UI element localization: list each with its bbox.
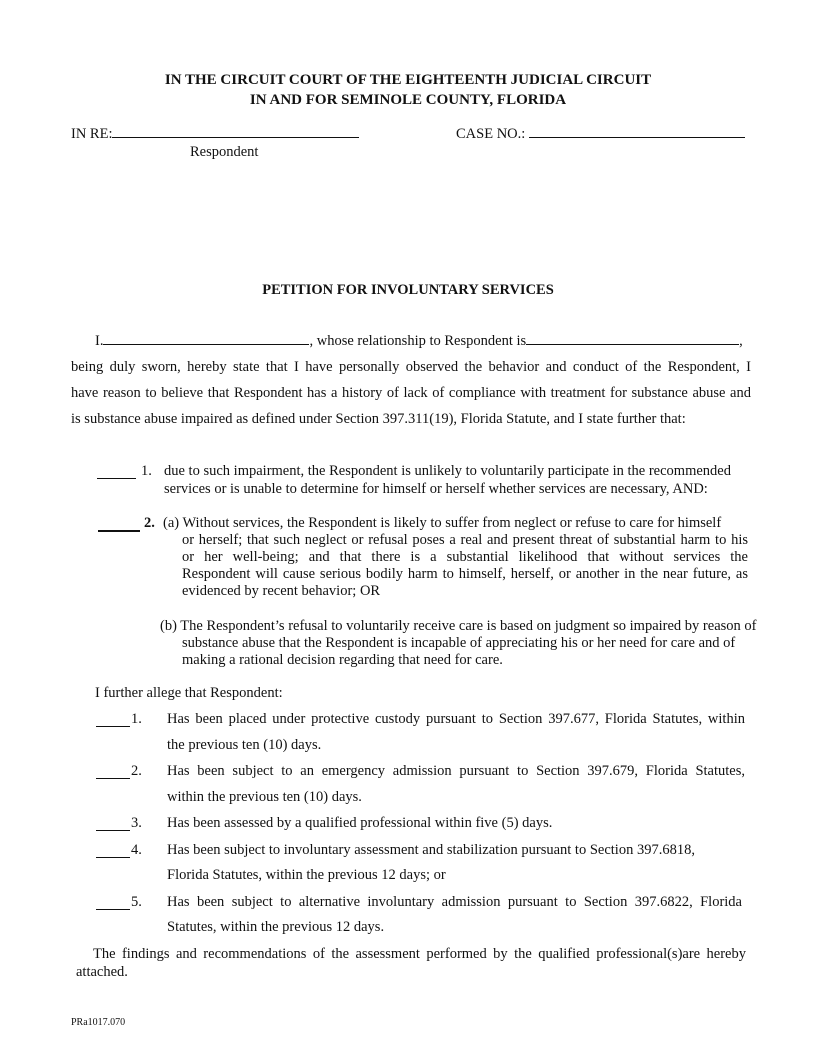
allegation-4-number: 4. xyxy=(131,842,142,858)
allegation-4-line-1: Has been subject to involuntary assessment and stabilization pursuant to Section 397.6818, xyxy=(167,842,695,858)
allegation-2-number: 2. xyxy=(131,763,142,779)
allegation-5-line-2: Statutes, within the previous 12 days. xyxy=(167,919,385,935)
allegation-2-line-2: within the previous ten (10) days. xyxy=(167,789,362,805)
allegation-4-check-blank[interactable] xyxy=(96,856,130,858)
petitioner-name-blank[interactable] xyxy=(103,343,309,345)
item-2-number: 2. xyxy=(144,515,155,531)
findings-line-2: attached. xyxy=(76,964,128,980)
item-2a-line-5: evidenced by recent behavior; OR xyxy=(182,583,381,599)
allegation-3-line-1: Has been assessed by a qualified professional within five (5) days. xyxy=(167,815,553,831)
item-1-check-blank[interactable] xyxy=(97,477,136,479)
allegation-1-line-2: the previous ten (10) days. xyxy=(167,737,322,753)
item-1-line-1: due to such impairment, the Respondent is unlikely to voluntarily participate in the recommended xyxy=(164,463,731,479)
allegation-5-line-1: Has been subject to alternative involuntary admission pursuant to Section 397.6822, Florida xyxy=(167,894,742,910)
allegation-5-number: 5. xyxy=(131,894,142,910)
allegations-intro: I further allege that Respondent: xyxy=(95,685,283,701)
allegation-1-number: 1. xyxy=(131,711,142,727)
allegation-5-check-blank[interactable] xyxy=(96,908,130,910)
item-2b-line-2: substance abuse that the Respondent is incapable of appreciating his or her need for care and of xyxy=(182,635,736,651)
intro-line-2: being duly sworn, hereby state that I have personally observed the behavior and conduct of the Respondent, I xyxy=(71,359,751,375)
allegation-3-check-blank[interactable] xyxy=(96,829,130,831)
in-re-field xyxy=(71,126,359,143)
item-1-line-2: services or is unable to determine for himself or herself whether services are necessary, AND: xyxy=(164,481,708,497)
allegation-4-line-2: Florida Statutes, within the previous 12 days; or xyxy=(167,867,446,883)
form-code: PRa1017.070 xyxy=(71,1017,126,1028)
respondent-name-blank[interactable] xyxy=(112,136,359,138)
intro-line-3: have reason to believe that Respondent has a history of lack of compliance with treatment for substance abuse and xyxy=(71,385,751,401)
respondent-label: Respondent xyxy=(190,144,259,160)
item-2a-line-1: (a) Without services, the Respondent is likely to suffer from neglect or refuse to care for himself xyxy=(163,515,722,531)
court-heading-line-1: IN THE CIRCUIT COURT OF THE EIGHTEENTH JUDICIAL CIRCUIT xyxy=(164,72,652,88)
case-number-blank[interactable] xyxy=(529,136,745,138)
in-re-label: IN RE: xyxy=(71,126,113,142)
item-2a-line-3: or her well-being; and that there is a substantial likelihood that without services the xyxy=(182,549,748,565)
item-2-check-blank[interactable] xyxy=(98,529,140,532)
intro-i-label: I. xyxy=(95,333,104,349)
intro-line-4: is substance abuse impaired as defined under Section 397.311(19), Florida Statute, and I state further that: xyxy=(71,411,686,427)
item-1-number: 1. xyxy=(141,463,152,479)
item-2b-line-1: (b) The Respondent’s refusal to voluntarily receive care is based on judgment so impaired by reason of xyxy=(160,618,757,634)
item-2a-line-4: Respondent will cause serious bodily harm to himself, herself, or another in the near future, as xyxy=(182,566,748,582)
allegation-1-check-blank[interactable] xyxy=(96,725,130,727)
relationship-text: , whose relationship to Respondent is xyxy=(309,333,527,349)
allegation-2-check-blank[interactable] xyxy=(96,777,130,779)
court-heading-line-2: IN AND FOR SEMINOLE COUNTY, FLORIDA xyxy=(249,92,567,108)
allegation-3-number: 3. xyxy=(131,815,142,831)
case-no-field xyxy=(456,126,745,143)
intro-comma: , xyxy=(739,333,743,349)
allegation-2-line-1: Has been subject to an emergency admission pursuant to Section 397.679, Florida Statutes, xyxy=(167,763,745,779)
case-no-label: CASE NO.: xyxy=(456,126,526,142)
document-title: PETITION FOR INVOLUNTARY SERVICES xyxy=(262,282,554,298)
item-2a-line-2: or herself; that such neglect or refusal poses a real and present threat of substantial harm to his xyxy=(182,532,748,548)
item-2b-line-3: making a rational decision regarding that need for care. xyxy=(182,652,503,668)
relationship-blank[interactable] xyxy=(526,343,739,345)
findings-line-1: The findings and recommendations of the assessment performed by the qualified professional(s)are hereby xyxy=(93,946,746,962)
allegation-1-line-1: Has been placed under protective custody pursuant to Section 397.677, Florida Statutes, within xyxy=(167,711,745,727)
intro-line-1 xyxy=(95,333,743,350)
